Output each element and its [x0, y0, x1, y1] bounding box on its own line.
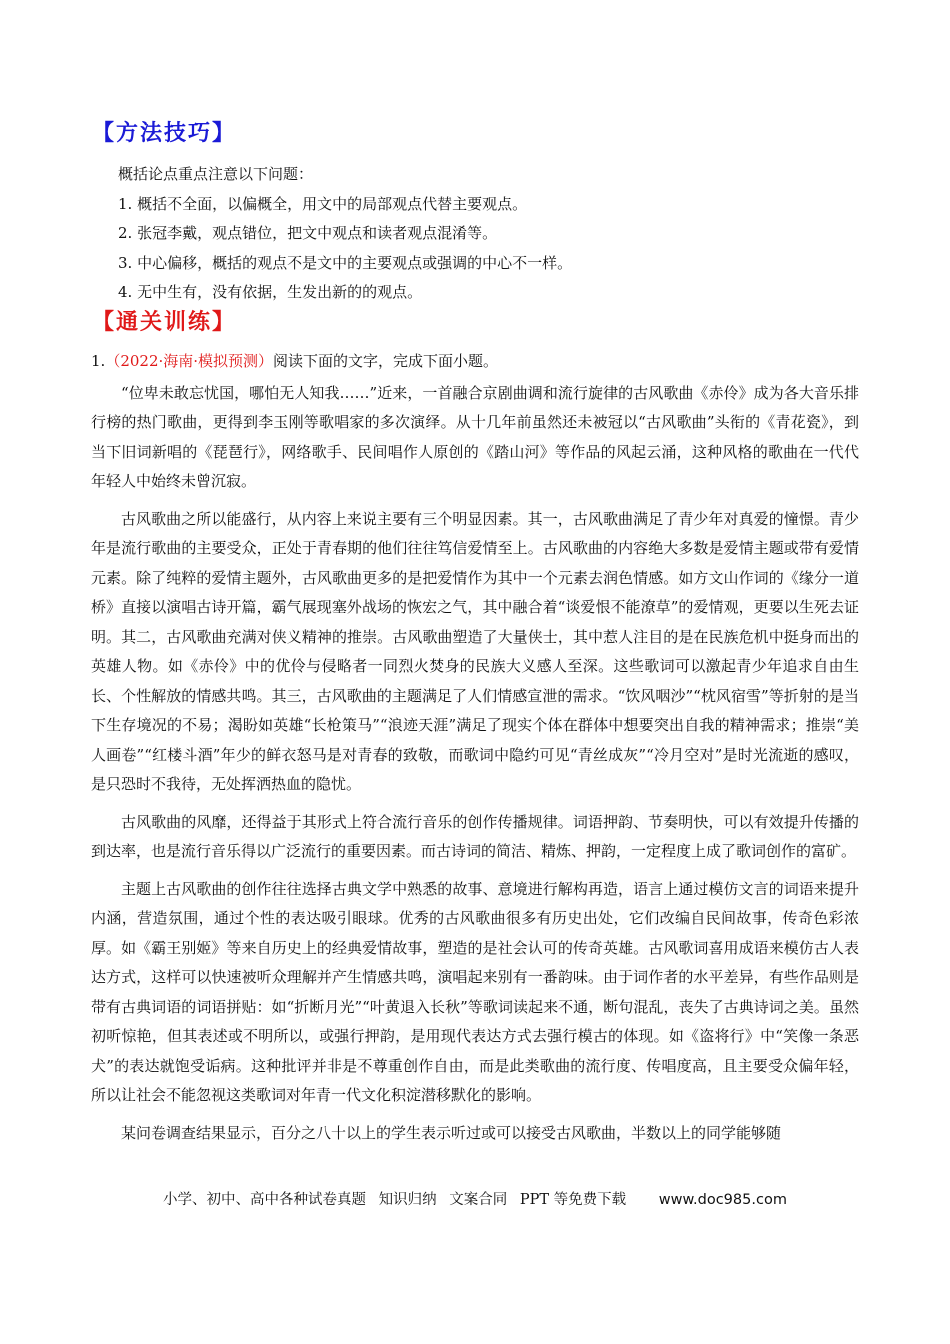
tip-item: 1. 概括不全面，以偏概全，用文中的局部观点代替主要观点。	[118, 194, 528, 213]
training-heading: 【通关训练】	[92, 310, 237, 335]
question-line	[91, 347, 859, 377]
question-number: 1.	[91, 352, 106, 370]
reading-passage	[91, 347, 859, 1156]
footer-item: PPT 等免费下载	[519, 1192, 627, 1208]
footer-item: 文案合同	[449, 1192, 508, 1208]
footer-item: 小学、初中、高中各种试卷真题	[163, 1192, 367, 1208]
tip-item: 2. 张冠李戴，观点错位，把文中观点和读者观点混淆等。	[118, 224, 498, 242]
question-instruction: 阅读下面的文字，完成下面小题。	[273, 352, 499, 370]
page-footer	[0, 1188, 950, 1209]
passage-paragraph: 古风歌曲的风靡，还得益于其形式上符合流行音乐的创作传播规律。词语押韵、节奏明快，可以有效提升传播的到达率，也是流行音乐得以广泛流行的重要因素。而古诗词的简洁、精炼、押韵，一定程度上成了歌词创作的富矿。	[91, 812, 859, 860]
tips-list	[118, 160, 878, 308]
tips-intro: 概括论点重点注意以下问题：	[118, 165, 314, 183]
footer-item: 知识归纳	[378, 1192, 437, 1208]
tip-item: 3. 中心偏移，概括的观点不是文中的主要观点或强调的中心不一样。	[118, 253, 573, 272]
footer-url[interactable]: www.doc985.com	[658, 1192, 787, 1208]
passage-paragraph: 古风歌曲之所以能盛行，从内容上来说主要有三个明显因素。其一，古风歌曲满足了青少年对真爱的憧憬。青少年是流行歌曲的主要受众，正处于青春期的他们往往笃信爱情至上。古风歌曲的内容绝大多数是爱情主题或带有爱情元素。除了纯粹的爱情主题外，古风歌曲更多的是把爱情作为其中一个元素去润色情感。如方文山作词的《缘分一道桥》直接以演唱古诗开篇，霸气展现塞外战场的恢宏之气，其中融合着“谈爱恨不能潦草”的爱情观，更要以生死去证明。其二，古风歌曲充满对侠义精神的推崇。古风歌曲塑造了大量侠士，其中惹人注目的是在民族危机中挺身而出的英雄人物。如《赤伶》中的优伶与侵略者一同烈火焚身的民族大义感人至深。这些歌词可以激起青少年追求自由生长、个性解放的情感共鸣。其三，古风歌曲的主题满足了人们情感宣泄的需求。“饮风咽沙”“枕风宿雪”等折射的是当下生存境况的不易；渴盼如英雄“长枪策马”“浪迹天涯”满足了现实个体在群体中想要突出自我的精神需求；推崇“美人画卷”“红楼斗酒”年少的鲜衣怒马是对青春的致敬，而歌词中隐约可见“青丝成灰”“冷月空对”是时光流逝的感叹，是只恐时不我待，无处挥洒热血的隐忧。	[91, 509, 859, 793]
passage-paragraph: 某问卷调查结果显示，百分之八十以上的学生表示听过或可以接受古风歌曲，半数以上的同学能够随	[121, 1123, 782, 1142]
passage-paragraph: 主题上古风歌曲的创作往往选择古典文学中熟悉的故事、意境进行解构再造，语言上通过模仿文言的词语来提升内涵，营造氛围，通过个性的表达吸引眼球。优秀的古风歌曲很多有历史出处，它们改编自民间故事，传奇色彩浓厚。如《霸王别姬》等来自历史上的经典爱情故事，塑造的是社会认可的传奇英雄。古风歌词喜用成语来模仿古人表达方式，这样可以快速被听众理解并产生情感共鸣，演唱起来别有一番韵味。由于词作者的水平差异，有些作品则是带有古典词语的词语拼贴：如“折断月光”“叶黄退入长秋”等歌词读起来不通，断句混乱，丧失了古典诗词之美。虽然初听惊艳，但其表述或不明所以，或强行押韵，是用现代表达方式去强行模古的体现。如《盗将行》中“笑像一条恶犬”的表达就饱受诟病。这种批评并非是不尊重创作自由，而是此类歌曲的流行度、传唱度高，且主要受众偏年轻，所以让社会不能忽视这类歌词对年青一代文化积淀潜移默化的影响。	[91, 879, 859, 1104]
method-tips-heading: 【方法技巧】	[92, 121, 237, 146]
question-source: （2022·海南·模拟预测）	[105, 352, 274, 370]
passage-paragraph: “位卑未敢忘忧国，哪怕无人知我……”近来，一首融合京剧曲调和流行旋律的古风歌曲《赤伶》成为各大音乐排行榜的热门歌曲，更得到李玉刚等歌唱家的多次演绎。从十几年前虽然还未被冠以“古风歌曲”头衔的《青花瓷》，到当下旧词新唱的《琵琶行》，网络歌手、民间唱作人原创的《踏山河》等作品的风起云涌，这种风格的歌曲在一代代年轻人中始终未曾沉寂。	[91, 383, 859, 490]
tip-item: 4. 无中生有，没有依据，生发出新的的观点。	[118, 283, 423, 301]
